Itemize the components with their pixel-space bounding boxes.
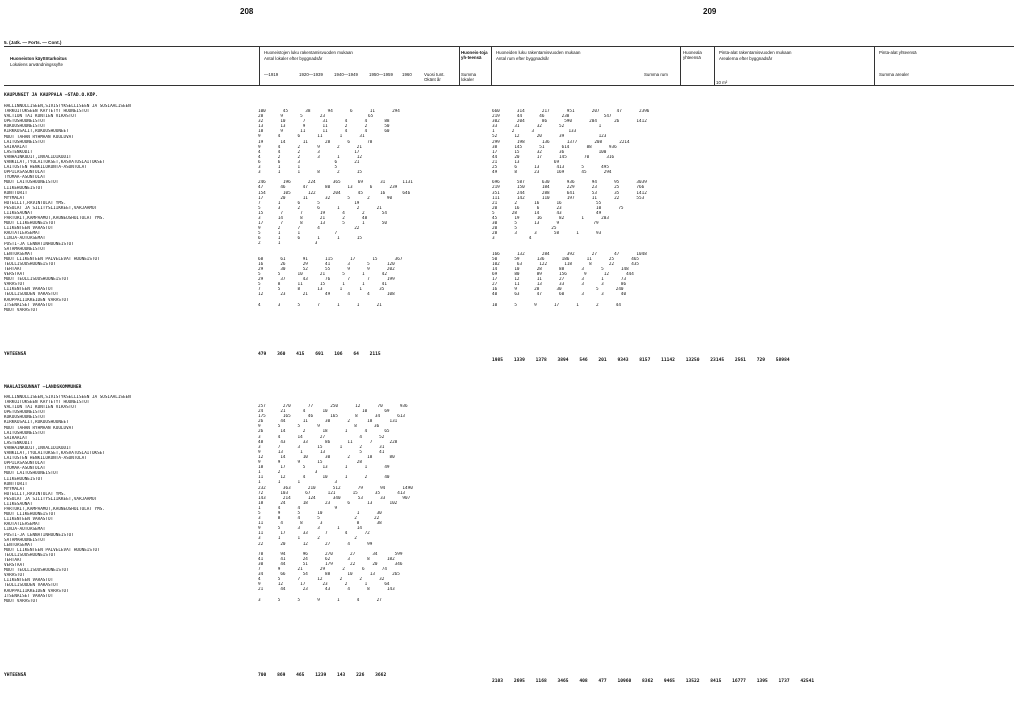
row-label: TYÖMAA-ASUNTOLAT xyxy=(4,466,46,472)
hdr-year-6: Vuosi tunt. Okänt år xyxy=(424,72,445,82)
row-label: HOTELLIT,RAVINTOLAT YMS. xyxy=(4,491,67,497)
table-row: 50 59 136 186 11 25 465 xyxy=(492,256,640,262)
table-row: 5 5 10 21 5 1 42 xyxy=(258,272,387,277)
section2-total-left: 700 869 465 1239 143 226 3662 xyxy=(258,673,387,678)
row-label: TEOLLISUUDEN VARASTOT xyxy=(4,583,59,589)
row-label: MUUT LIIKENTEEN PALVELEVAT HUONEISTOT xyxy=(4,256,100,262)
row-label: LAITOSTEN HENKILÖKUNTA-ASUNTOLAT xyxy=(4,165,87,171)
table-row: 3 1 1 2 2 xyxy=(258,536,357,542)
table-header xyxy=(4,46,1014,86)
page-number-left: 208 xyxy=(240,7,254,16)
table-row: 72 103 67 121 15 35 413 xyxy=(258,490,406,496)
table-row: 21 13 69 xyxy=(492,159,560,165)
row-label: MYYMÄLÄT xyxy=(4,486,25,492)
row-label: LAITOSTEN HENKILÖKUNTA-ASUNTOLAT xyxy=(4,456,87,462)
section2-labels xyxy=(4,395,131,604)
hdr-rooms-fi: Huoneiden luku rakentamisvuoden mukaan xyxy=(496,50,581,55)
row-label: HALLINNOLLISEEN,SIVISTYKSELLISEEN JA SOSIAALISEEN xyxy=(4,395,131,400)
row-label: OPETUSHUONEISTOT xyxy=(4,410,46,416)
hdr-year-1: —1919 xyxy=(264,72,279,77)
table-row: 7 1 6 5 19 xyxy=(258,200,360,206)
hdr-purpose-fi: Huoneiston käyttötarkoitus xyxy=(10,56,67,61)
table-row: 49 8 23 169 45 294 xyxy=(492,170,612,176)
table-row: 41 41 24 62 3 8 182 xyxy=(258,556,395,562)
table-row: 26 44 11 30 2 18 131 xyxy=(258,419,398,425)
row-label: MUUT LIIKENTEEN PALVELEVAT HUONEISTOT xyxy=(4,547,100,553)
table-row: 232 363 210 512 79 94 1490 xyxy=(258,485,413,491)
section2-total-label: YHTEENSÄ xyxy=(4,673,27,678)
hdr-area-sum-sv: Summa arealer xyxy=(879,72,910,77)
row-label: LENTOASEMAT xyxy=(4,542,33,548)
table-row: 34 66 54 88 10 13 265 xyxy=(258,572,400,578)
row-label: KONTTORIT xyxy=(4,481,28,487)
hdr-year-3: 1940—1949 xyxy=(334,72,358,77)
hdr-area-sum: Pinta-alat yhteensä xyxy=(879,50,917,55)
table-row: 5 3 2 6 1 2 21 xyxy=(258,205,382,211)
table-row: 351 244 288 641 53 35 1412 xyxy=(492,190,647,196)
table-row: 9 5 3 3 1 14 xyxy=(258,526,362,532)
table-row: 100 45 38 94 6 11 294 xyxy=(258,109,400,114)
table-row: 302 204 86 590 204 26 1412 xyxy=(492,119,647,125)
table-row: 44 20 17 145 70 316 xyxy=(492,154,615,160)
section2-left-values xyxy=(258,404,413,603)
table-row: 154 105 122 204 45 16 646 xyxy=(258,190,411,196)
table-row: 7 9 21 29 2 6 74 xyxy=(258,567,387,572)
table-row: 38 145 51 614 88 936 xyxy=(492,144,617,150)
table-row: 28 3 3 58 1 93 xyxy=(492,231,602,237)
hdr-count-sv: Antal lokaler efter byggnadsår xyxy=(264,56,323,61)
table-row: 9 5 5 9 8 36 xyxy=(258,424,380,430)
table-row: 11 12 4 10 1 2 40 xyxy=(258,475,390,481)
hdr-purpose-sv: Lokalens användningssyfte xyxy=(10,62,63,67)
row-label: MUUT VARASTOT xyxy=(4,307,38,313)
row-label: VANHAINKODIT,INVALIDIKODIT xyxy=(4,445,72,451)
row-label: TEOLLISUUSHUONEISTOT xyxy=(4,552,56,558)
table-row: 111 142 110 197 11 22 553 xyxy=(492,195,645,201)
table-row: 26 14 2 18 1 4 65 xyxy=(258,429,390,435)
row-label: MUUT LAITOSHUONEISTOT xyxy=(4,180,59,186)
table-row: 9 4 6 11 1 31 xyxy=(258,134,365,140)
table-row: 3 7 3 15 1 2 31 xyxy=(258,444,385,450)
row-label: LIIKENTEEN VARASTOT xyxy=(4,226,54,232)
table-row: 166 132 284 392 27 47 1048 xyxy=(492,251,647,257)
hdr-year-4: 1950—1959 xyxy=(369,72,393,77)
table-row: 17 20 11 32 5 2 90 xyxy=(258,195,393,201)
table-row: 102 63 122 118 8 22 435 xyxy=(492,261,640,267)
row-label: LIIKENTEEN VARASTOT xyxy=(4,578,54,584)
table-row: 3 4 14 27 4 52 xyxy=(258,434,385,440)
row-label: MUUT LAITOSHUONEISTOT xyxy=(4,471,59,477)
table-row: 29 37 43 76 7 7 199 xyxy=(258,277,395,283)
row-label: LENTOASEMAT xyxy=(4,251,33,257)
row-label: VANKILAT,TYÖLAITOKSET,KASVATUSLAITOKSET xyxy=(4,451,105,457)
section1-total-left: 479 360 415 691 106 64 2115 xyxy=(258,352,381,357)
row-label: TYÖMAA-ASUNTOLAT xyxy=(4,175,46,181)
row-label: HOTELLIT,RAVINTOLAT YMS. xyxy=(4,200,67,206)
table-row: 3 5 5 9 1 4 27 xyxy=(258,597,382,603)
row-label: LINJA-AUTOASEMAT xyxy=(4,527,46,533)
row-label: VANHAINKODIT,INVALIDIKODIT xyxy=(4,154,72,160)
row-label: VANKILAT,TYÖLAITOKSET,KASVATUSLAITOKSET xyxy=(4,160,105,166)
table-row: 22 20 12 27 4 99 xyxy=(258,541,373,547)
table-row: 16 26 29 41 3 5 120 xyxy=(258,261,395,267)
table-row: 4 5 7 12 2 2 32 xyxy=(258,577,385,583)
table-row: 48 43 33 86 11 7 228 xyxy=(258,439,398,445)
table-row: 6 1 6 1 1 15 xyxy=(258,236,362,242)
table-row: 12 23 21 49 4 4 108 xyxy=(258,292,395,298)
table-row: 696 587 630 936 94 95 3039 xyxy=(492,180,647,186)
table-row: 3 1 1 5 xyxy=(258,165,338,171)
row-label: POSTI-JA LENNÄTINHUONEISTOT xyxy=(4,241,74,247)
table-row: 17 12 11 27 3 1 73 xyxy=(492,277,627,283)
hdr-area-total: Huoneala yhteensä xyxy=(683,50,702,60)
table-row: 28 9 5 23 65 xyxy=(258,114,374,120)
table-row: 78 94 96 270 27 34 599 xyxy=(258,551,403,557)
row-label: MYYMÄLÄT xyxy=(4,195,25,201)
page-number-right: 209 xyxy=(703,7,717,16)
table-row: 7 5 8 13 1 1 35 xyxy=(258,287,385,293)
table-row: 68 61 91 115 17 15 367 xyxy=(258,256,403,262)
row-label: TEOLLISUUSHUONEISTOT xyxy=(4,261,56,267)
table-row: 27 11 13 33 3 3 86 xyxy=(492,282,627,288)
section1-title: KAUPUNGIT JA KAUPPALA —STAD.O.KÖP. xyxy=(4,93,99,98)
table-row: 10 5 9 17 1 2 44 xyxy=(492,302,621,308)
table-row: 11 4 8 3 8 38 xyxy=(258,521,382,527)
table-row: 1 4 4 9 xyxy=(258,505,338,511)
row-label: LIIKEHUONEISTOT xyxy=(4,185,43,191)
section1-total-right: 1985 1339 1378 3894 546 201 9343 8157 11142 13250 23145 2561 729 58984 xyxy=(492,358,790,363)
row-label: POSTI-JA LENNÄTINHUONEISTOT xyxy=(4,532,74,538)
row-label: KOKOUSHUONEISTOT xyxy=(4,415,46,421)
hdr-rooms-sv: Antal rum efter byggnadsår xyxy=(496,56,549,61)
row-label: MUUT LIIKEHUONEISTOT xyxy=(4,512,56,518)
row-label: MUUT LIIKEHUONEISTOT xyxy=(4,221,56,227)
continued-label: 5. (Jatk. — Forts. — Cont.) xyxy=(4,40,62,45)
row-label: PARTURIT,KAMPAAMOT,KAUNEUSHOITOLAT YMS. xyxy=(4,216,105,222)
row-label: KIRKKOSALIT,RUKOUSHUONEET xyxy=(4,129,69,135)
table-row: 299 198 136 1377 208 2214 xyxy=(492,139,630,145)
section2-total-right: 2103 2695 1168 3465 408 477 10960 8362 9465 13522 8415 16777 1395 1737 42541 xyxy=(492,679,815,684)
row-label: OPPILASASUNTOLAT xyxy=(4,170,46,176)
section2-title: MAALAISKUNNAT —LANDSKOMMUNER xyxy=(4,385,82,390)
table-row: 19 14 11 28 6 78 xyxy=(258,139,373,145)
hdr-year-2: 1920—1939 xyxy=(299,72,323,77)
table-row: 4 4 2 3 17 xyxy=(258,149,360,155)
row-label: MUUT TEOLLISUUSHUONEISTOT xyxy=(4,277,69,283)
table-row: 3 4 xyxy=(492,236,532,242)
table-row: 17 15 32 36 100 xyxy=(492,149,607,155)
table-row: 9 12 17 23 2 1 64 xyxy=(258,582,390,588)
table-row: 6 6 3 6 21 xyxy=(258,159,360,165)
row-label: VERSTAAT xyxy=(4,272,25,278)
row-label: ITSENÄISET VARASTOT xyxy=(4,593,54,599)
row-label: KOKOUSHUONEISTOT xyxy=(4,124,46,130)
hdr-sum-lokaler: Summa lokaler xyxy=(461,72,477,82)
row-label: KIRKKOSALIT,RUKOUSHUONEET xyxy=(4,420,69,426)
row-label: LIIKENTEEN VARASTOT xyxy=(4,287,54,293)
table-row: 219 150 184 229 23 25 766 xyxy=(492,185,645,191)
row-label: LASTENKODIT xyxy=(4,440,33,446)
row-label: PARTURIT,KAMPAAMOT,KAUNEUSHOITOLAT YMS. xyxy=(4,507,105,513)
row-label: TARKOITUKSEEN KÄYTETYT HUONEISTOT xyxy=(4,400,90,406)
hdr-area-sv: Arealerna efter byggnadsår xyxy=(719,56,773,61)
table-row: 17 7 8 13 5 1 50 xyxy=(258,221,387,227)
table-row: 9 2 7 4 22 xyxy=(258,226,360,232)
hdr-total-rooms: Huoneis-toja yh-teensä xyxy=(461,50,488,60)
table-row: 246 196 224 365 69 31 1131 xyxy=(258,180,413,186)
table-row: 16 9 28 30 5 240 xyxy=(492,287,624,293)
row-label: LIIKESAUNAT xyxy=(4,210,33,216)
table-row: 1 2 3 xyxy=(258,470,318,476)
row-label: LIIKEHUONEISTOT xyxy=(4,476,43,482)
table-row: 3 14 8 21 2 48 xyxy=(258,215,368,221)
table-row: 2 1 3 xyxy=(258,241,318,247)
row-label: LASTENKODIT xyxy=(4,149,33,155)
row-label: SAIRAALAT xyxy=(4,144,28,150)
table-row: 47 46 47 80 13 6 239 xyxy=(258,185,398,191)
row-label: TEOLLISUUDEN VARASTOT xyxy=(4,292,59,298)
table-row: 18 9 11 11 4 4 60 xyxy=(258,129,390,135)
row-label: RAUTATIEASEMAT xyxy=(4,522,41,528)
row-label: PESULAT JA SILITYSLIIKKEET,VARJÄÄMÖT xyxy=(4,205,98,211)
table-row: 15 7 7 19 4 2 54 xyxy=(258,210,387,216)
hdr-unit: 10 m² xyxy=(716,80,728,85)
row-label: SATAMAHUONEISTOT xyxy=(4,246,46,252)
table-row: 9 4 2 9 2 21 xyxy=(258,144,362,150)
row-label: TEHTAAT xyxy=(4,267,23,272)
table-row: 5 8 11 15 1 1 41 xyxy=(258,282,387,288)
row-label: ITSENÄISET VARASTOT xyxy=(4,302,54,308)
table-row: 18 17 5 13 1 1 49 xyxy=(258,465,390,471)
table-row: 3 1 1 8 2 15 xyxy=(258,170,362,176)
row-label: MUUT VARASTOT xyxy=(4,598,38,604)
section1-left-values xyxy=(258,109,413,308)
table-row: 143 214 124 340 53 33 907 xyxy=(258,495,411,501)
table-row: 3 8 4 5 2 22 xyxy=(258,516,380,522)
table-row: 4 2 2 3 1 12 xyxy=(258,154,362,160)
row-label: VARASTOT xyxy=(4,282,25,288)
table-row: 29 30 52 55 9 9 202 xyxy=(258,266,395,272)
hdr-year-5: 1960 xyxy=(402,72,412,77)
table-row: 5 28 14 43 49 xyxy=(492,210,602,216)
table-row: 1 1 1 3 xyxy=(258,480,338,486)
table-row: 24 21 4 10 10 69 xyxy=(258,409,390,415)
table-row: 175 165 46 165 8 34 613 xyxy=(258,414,406,420)
table-row: 13 13 9 11 2 2 50 xyxy=(258,124,390,130)
table-row: 30 44 51 179 22 20 346 xyxy=(258,561,403,567)
table-row: 20 5 25 xyxy=(492,226,557,232)
table-row: 21 2 16 16 55 xyxy=(492,200,602,206)
row-label: VARASTOT xyxy=(4,573,25,579)
row-label: HALLINNOLLISEEN,SIVISTYKSELLISEEN JA SOSIAALISEEN xyxy=(4,104,131,109)
row-label: TARKOITUKSEEN KÄYTETYT HUONEISTOT xyxy=(4,109,90,115)
table-row: 18 24 18 23 6 13 102 xyxy=(258,500,398,506)
table-row: 12 14 10 30 2 18 80 xyxy=(258,454,395,460)
table-row: 30 5 13 9 79 xyxy=(492,221,599,227)
table-row: 9 9 9 15 28 xyxy=(258,460,362,466)
row-label: MUUT TÄHÄN RYHMÄÄN KUULUVAT xyxy=(4,425,74,431)
table-row: 20 16 6 23 10 75 xyxy=(492,205,624,211)
table-row: 5 9 5 10 1 30 xyxy=(258,510,382,516)
row-label: OPPILASASUNTOLAT xyxy=(4,461,46,467)
table-row: 219 44 46 238 547 xyxy=(492,114,612,120)
table-row: 14 10 28 88 3 5 148 xyxy=(492,266,629,272)
row-label: VALTION TAI KUNTIEN VIRASTOT xyxy=(4,405,77,411)
row-label: LAITOSHUONEISTOT xyxy=(4,139,46,145)
row-label: TEHTAAT xyxy=(4,558,23,563)
row-label: LIIKENTEEN VARASTOT xyxy=(4,517,54,523)
table-row: 40 63 47 60 3 3 40 xyxy=(492,292,627,298)
table-row: 69 80 89 156 9 12 444 xyxy=(492,272,634,277)
hdr-sum-rum: Summa rum xyxy=(644,72,668,77)
row-label: KAUPPALIIKKEIDEN VARASTOT xyxy=(4,297,69,303)
table-row: 11 17 33 7 4 72 xyxy=(258,531,370,537)
row-label: RAUTATIEASEMAT xyxy=(4,231,41,237)
section1-labels xyxy=(4,104,131,313)
table-row: 21 44 23 43 4 8 143 xyxy=(258,587,395,593)
row-label: KAUPPALIIKKEIDEN VARASTOT xyxy=(4,588,69,594)
row-label: LAITOSHUONEISTOT xyxy=(4,430,46,436)
hdr-count-fi: Huoneistojen luku rakentamisvuoden mukaan xyxy=(264,50,353,55)
table-row: 33 31 32 52 1 xyxy=(492,124,602,130)
row-label: KONTTORIT xyxy=(4,190,28,196)
table-row: 32 10 7 31 4 4 88 xyxy=(258,119,390,125)
hdr-area-fi: Pinta-alat rakentamisvuoden mukaan xyxy=(719,50,792,55)
row-label: PESULAT JA SILITYSLIIKKEET,VARJÄÄMÖT xyxy=(4,496,98,502)
section1-total-label: YHTEENSÄ xyxy=(4,352,27,357)
table-row: 25 6 13 413 5 495 xyxy=(492,165,609,171)
table-row: 4 3 5 7 1 1 21 xyxy=(258,302,382,308)
row-label: VALTION TAI KUNTIEN VIRASTOT xyxy=(4,114,77,120)
table-row: 45 19 16 82 1 203 xyxy=(492,215,609,221)
table-row: 9 13 1 13 5 41 xyxy=(258,449,385,455)
row-label: SATAMAHUONEISTOT xyxy=(4,537,46,543)
row-label: VERSTAAT xyxy=(4,563,25,569)
table-row: 660 314 217 951 207 47 2396 xyxy=(492,109,650,114)
row-label: OPETUSHUONEISTOT xyxy=(4,119,46,125)
row-label: MUUT TEOLLISUUSHUONEISTOT xyxy=(4,568,69,574)
row-label: LIIKESAUNAT xyxy=(4,501,33,507)
table-row: 5 1 1 7 xyxy=(258,231,338,237)
table-row: 52 12 20 39 123 xyxy=(492,134,607,140)
row-label: SAIRAALAT xyxy=(4,435,28,441)
row-label: LINJA-AUTOASEMAT xyxy=(4,236,46,242)
table-row: 1 2 3 133 xyxy=(492,129,577,135)
table-row: 257 270 77 250 12 70 936 xyxy=(258,404,408,409)
section1-right-values xyxy=(492,109,649,308)
row-label: MUUT TÄHÄN RYHMÄÄN KUULUVAT xyxy=(4,134,74,140)
